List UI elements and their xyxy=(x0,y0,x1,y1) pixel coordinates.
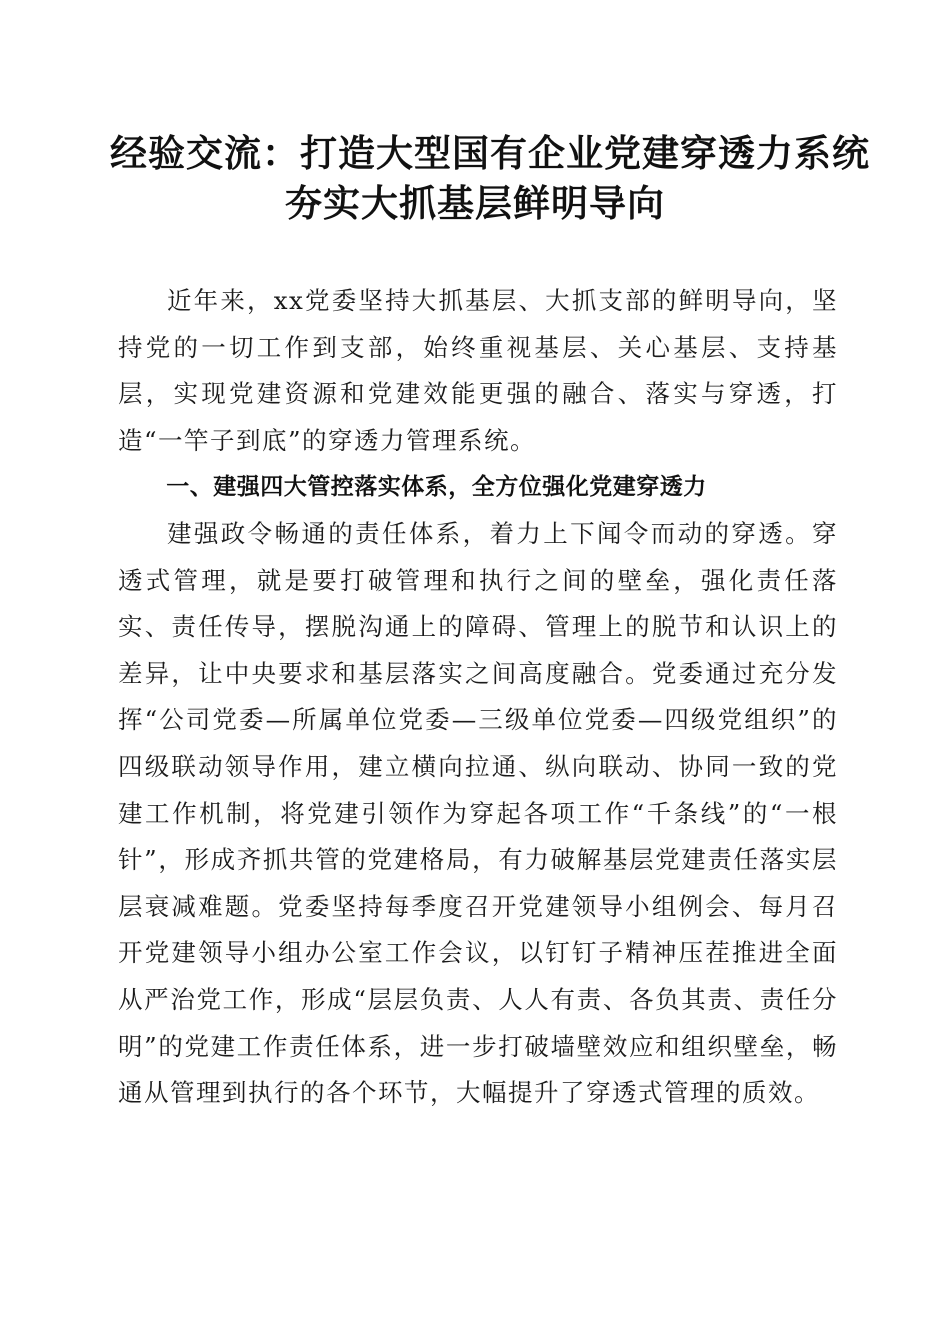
intro-paragraph: 近年来，xx党委坚持大抓基层、大抓支部的鲜明导向，坚持党的一切工作到支部，始终重视基层、关心基层、支持基层，实现党建资源和党建效能更强的融合、落实与穿透，打造“一竿子到底”的穿透力管理系统。 xyxy=(118,286,838,455)
section-heading-1: 一、建强四大管控落实体系，全方位强化党建穿透力 xyxy=(166,474,707,501)
document-body xyxy=(118,278,838,1117)
title-line-1: 经验交流：打造大型国有企业党建穿透力系统 xyxy=(110,131,870,175)
title-line-2: 夯实大抓基层鲜明导向 xyxy=(285,181,665,225)
section-1-paragraph: 建强政令畅通的责任体系，着力上下闻令而动的穿透。穿透式管理，就是要打破管理和执行之间的壁垒，强化责任落实、责任传导，摆脱沟通上的障碍、管理上的脱节和认识上的差异，让中央要求和基层落实之间高度融合。党委通过充分发挥“公司党委—所属单位党委—三级单位党委—四级党组织”的四级联动领导作用，建立横向拉通、纵向联动、协同一致的党建工作机制，将党建引领作为穿起各项工作“千条线”的“一根针”，形成齐抓共管的党建格局，有力破解基层党建责任落实层层衰减难题。党委坚持每季度召开党建领导小组例会、每月召开党建领导小组办公室工作会议，以钉钉子精神压茬推进全面从严治党工作，形成“层层负责、人人有责、各负其责、责任分明”的党建工作责任体系，进一步打破墙壁效应和组织壁垒，畅通从管理到执行的各个环节，大幅提升了穿透式管理的质效。 xyxy=(118,518,838,1108)
document-title xyxy=(110,128,870,228)
